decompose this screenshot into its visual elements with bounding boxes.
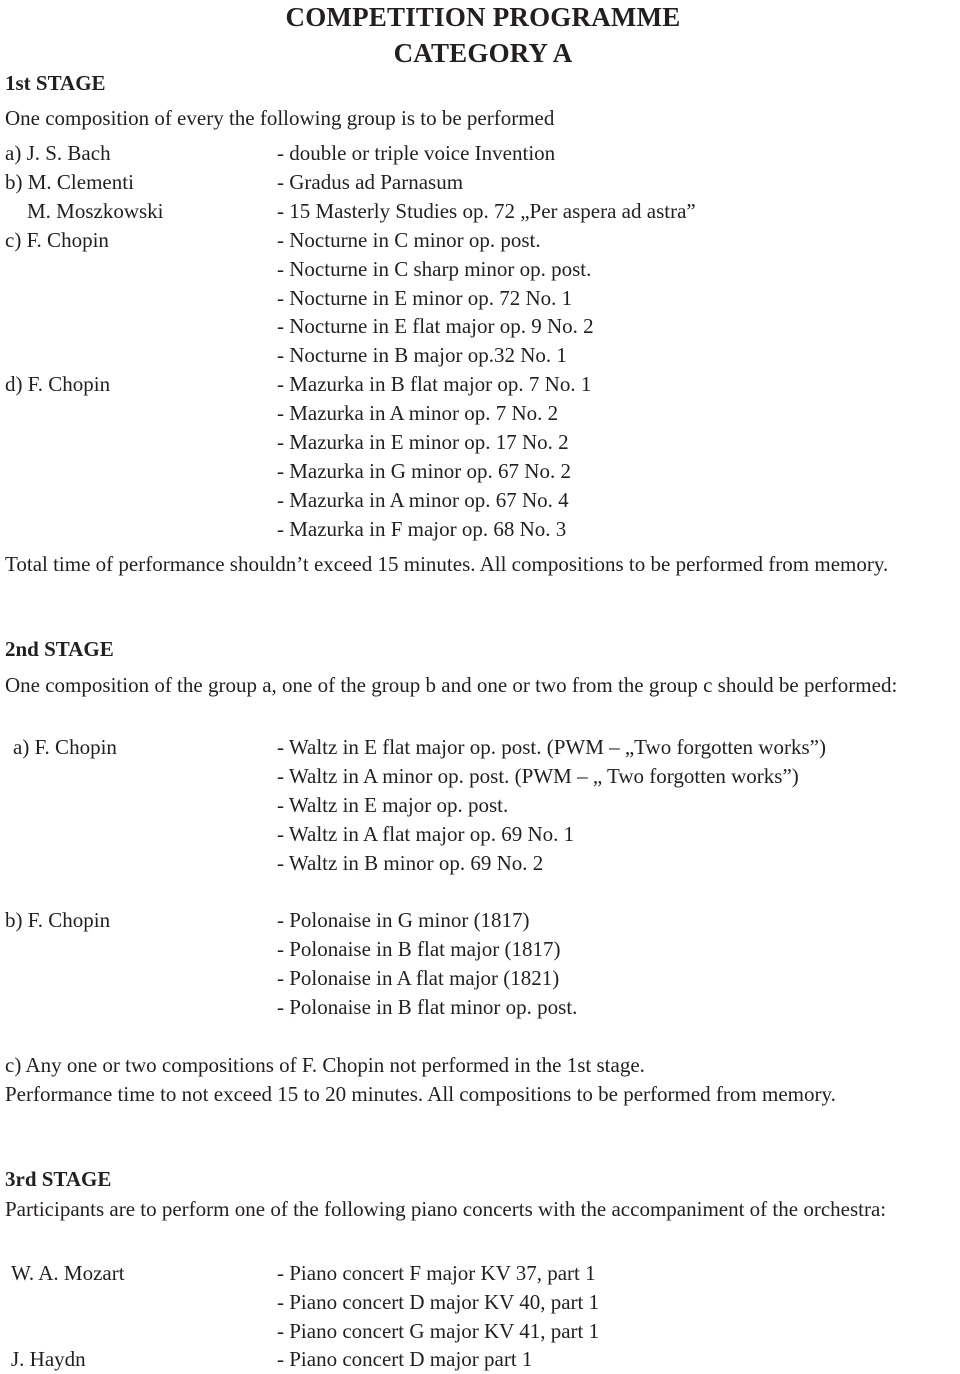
stage1-work: - Mazurka in G minor op. 67 No. 2 bbox=[277, 459, 571, 483]
stage3-intro: Participants are to perform one of the following piano concerts with the accompaniment of the orchestra: bbox=[5, 1197, 887, 1221]
stage3-composer-label: W. A. Mozart bbox=[11, 1261, 125, 1285]
stage2-composer-label: a) F. Chopin bbox=[13, 735, 117, 759]
stage2-work: - Polonaise in A flat major (1821) bbox=[277, 966, 560, 990]
stage2-composer-label: b) F. Chopin bbox=[5, 908, 111, 932]
stage3-composer-label: J. Haydn bbox=[11, 1347, 86, 1371]
stage1-composer-label: b) M. Clementi bbox=[5, 170, 134, 194]
stage1-composer-label: c) F. Chopin bbox=[5, 228, 109, 252]
stage2-work: - Waltz in E flat major op. post. (PWM – „Two forgotten works”) bbox=[277, 735, 826, 759]
stage1-work: - Gradus ad Parnasum bbox=[277, 170, 464, 194]
document-subtitle: CATEGORY A bbox=[393, 38, 573, 68]
stage3-work: - Piano concert D major part 1 bbox=[277, 1347, 533, 1371]
stage1-work: - Mazurka in F major op. 68 No. 3 bbox=[277, 517, 567, 541]
stage2-work: - Polonaise in B flat major (1817) bbox=[277, 937, 561, 961]
stage1-work: - Nocturne in C sharp minor op. post. bbox=[277, 257, 592, 281]
stage1-composer-label: M. Moszkowski bbox=[27, 199, 164, 223]
stage3-work: - Piano concert D major KV 40, part 1 bbox=[277, 1290, 600, 1314]
stage2-intro: One composition of the group a, one of the group b and one or two from the group c should be performed: bbox=[5, 673, 898, 697]
stage1-work: - Nocturne in C minor op. post. bbox=[277, 228, 541, 252]
stage2-work: - Waltz in A flat major op. 69 No. 1 bbox=[277, 822, 575, 846]
stage1-composer-label: d) F. Chopin bbox=[5, 372, 111, 396]
stage1-heading: 1st STAGE bbox=[5, 71, 106, 95]
stage1-work: - Mazurka in E minor op. 17 No. 2 bbox=[277, 430, 569, 454]
stage2-work: - Polonaise in G minor (1817) bbox=[277, 908, 530, 932]
stage1-work: - Mazurka in A minor op. 67 No. 4 bbox=[277, 488, 569, 512]
stage2-heading: 2nd STAGE bbox=[5, 637, 114, 661]
stage3-heading: 3rd STAGE bbox=[5, 1167, 112, 1191]
stage2-work: - Polonaise in B flat minor op. post. bbox=[277, 995, 578, 1019]
stage1-note: Total time of performance shouldn’t exceed 15 minutes. All compositions to be performed from memory. bbox=[5, 552, 889, 576]
stage1-work: - 15 Masterly Studies op. 72 „Per aspera ad astra” bbox=[277, 199, 696, 223]
stage3-work: - Piano concert F major KV 37, part 1 bbox=[277, 1261, 596, 1285]
stage1-work: - Nocturne in E minor op. 72 No. 1 bbox=[277, 286, 573, 310]
stage2-work: - Waltz in E major op. post. bbox=[277, 793, 509, 817]
stage1-work: - Mazurka in A minor op. 7 No. 2 bbox=[277, 401, 559, 425]
stage1-intro: One composition of every the following group is to be performed bbox=[5, 106, 555, 130]
stage2-work: - Waltz in A minor op. post. (PWM – „ Two forgotten works”) bbox=[277, 764, 799, 788]
stage2-group-c: c) Any one or two compositions of F. Chopin not performed in the 1st stage. bbox=[5, 1053, 645, 1077]
stage2-work: - Waltz in B minor op. 69 No. 2 bbox=[277, 851, 544, 875]
stage1-work: - Mazurka in B flat major op. 7 No. 1 bbox=[277, 372, 592, 396]
stage3-work: - Piano concert G major KV 41, part 1 bbox=[277, 1319, 600, 1343]
stage1-work: - Nocturne in B major op.32 No. 1 bbox=[277, 343, 567, 367]
stage1-composer-label: a) J. S. Bach bbox=[5, 141, 111, 165]
stage1-work: - Nocturne in E flat major op. 9 No. 2 bbox=[277, 314, 594, 338]
document-title: COMPETITION PROGRAMME bbox=[285, 2, 681, 32]
stage1-work: - double or triple voice Invention bbox=[277, 141, 556, 165]
stage2-note: Performance time to not exceed 15 to 20 minutes. All compositions to be performed from memory. bbox=[5, 1082, 836, 1106]
